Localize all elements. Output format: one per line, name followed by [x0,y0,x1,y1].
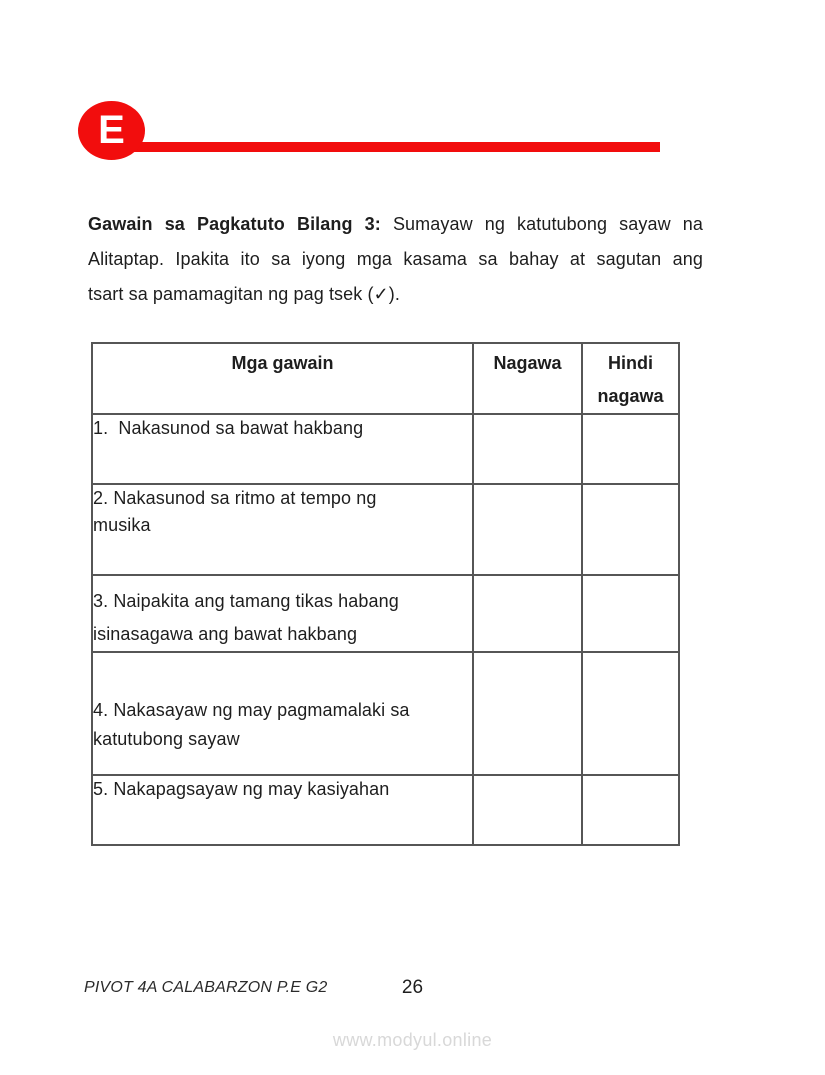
hindi-nagawa-answer-cell-1[interactable] [582,414,679,484]
checklist-table [91,342,680,846]
header-hindi-nagawa [582,343,679,414]
site-watermark: www.modyul.online [332,1030,493,1050]
nagawa-answer-cell-3[interactable] [473,575,582,652]
hindi-nagawa-answer-cell-3[interactable] [582,575,679,652]
table-row [92,484,679,575]
hindi-nagawa-answer-cell-2[interactable] [582,484,679,575]
table-row [92,775,679,845]
page-number: 26 [401,977,424,998]
task-text: 1. Nakasunod sa bawat hakbang [93,418,364,438]
task-text: musika [93,515,151,535]
header-hindi-nagawa-text: Hindi nagawa [597,353,664,406]
hindi-nagawa-answer-cell-4[interactable] [582,652,679,775]
task-text: 2. Nakasunod sa ritmo at tempo ng [93,488,377,508]
instruction-line-1 [88,207,703,242]
activity-instructions [88,207,703,312]
header-tasks: Mga gawain [92,343,473,414]
task-cell-2 [92,484,473,575]
hindi-nagawa-answer-cell-5[interactable] [582,775,679,845]
table-row [92,652,679,775]
nagawa-answer-cell-2[interactable] [473,484,582,575]
task-cell-5 [92,775,473,845]
table-header-row [92,343,679,414]
task-cell-1 [92,414,473,484]
task-text: 4. Nakasayaw ng may pagmamalaki sa [93,700,410,720]
task-text: 5. Nakapagsayaw ng may kasiyahan [93,779,390,799]
nagawa-answer-cell-1[interactable] [473,414,582,484]
task-cell-3 [92,575,473,652]
instruction-line-2: Alitaptap. Ipakita ito sa iyong mga kasama sa bahay at sagutan ang [88,249,703,269]
instruction-line-3: tsart sa pamamagitan ng pag tsek (✓). [88,284,400,304]
section-divider-rule [130,142,660,152]
section-letter: E [98,107,125,152]
table-row [92,575,679,652]
table-row [92,414,679,484]
task-text: 3. Naipakita ang tamang tikas habang [93,591,399,611]
instruction-line-1-rest: Sumayaw ng katutubong sayaw na [392,214,703,234]
header-nagawa: Nagawa [473,343,582,414]
section-badge-e [78,101,145,160]
activity-title: Gawain sa Pagkatuto Bilang 3: [88,214,381,234]
nagawa-answer-cell-4[interactable] [473,652,582,775]
task-text: katutubong sayaw [93,729,240,749]
task-cell-4 [92,652,473,775]
task-text: isinasagawa ang bawat hakbang [93,624,358,644]
nagawa-answer-cell-5[interactable] [473,775,582,845]
footer-module-label: PIVOT 4A CALABARZON P.E G2 [84,979,328,996]
